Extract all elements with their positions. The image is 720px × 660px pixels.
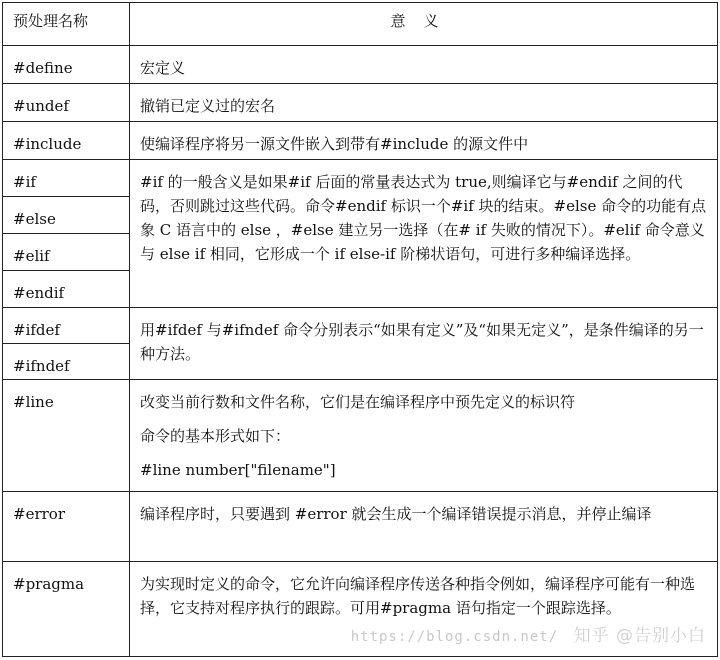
table-row bbox=[3, 160, 718, 197]
directive-desc bbox=[130, 380, 718, 492]
directive-name: #ifndef bbox=[3, 344, 130, 380]
directive-name: #define bbox=[3, 46, 130, 84]
directive-desc: 撤销已定义过的宏名 bbox=[130, 84, 718, 122]
directive-name: #elif bbox=[3, 234, 130, 271]
directive-desc: 编译程序时，只要遇到 #error 就会生成一个编译错误提示消息，并停止编译 bbox=[130, 492, 718, 562]
table-row bbox=[3, 46, 718, 84]
directive-name: #ifdef bbox=[3, 308, 130, 344]
header-row bbox=[3, 3, 718, 46]
directive-desc: 宏定义 bbox=[130, 46, 718, 84]
watermark bbox=[351, 621, 706, 646]
header-meaning: 意义 bbox=[130, 3, 718, 46]
table-row bbox=[3, 122, 718, 160]
table-row bbox=[3, 380, 718, 492]
directive-name: #error bbox=[3, 492, 130, 562]
watermark-url: https://blog.csdn.net/ bbox=[350, 629, 559, 645]
table-row bbox=[3, 308, 718, 344]
directive-desc: 为实现时定义的命令，它允许向编译程序传送各种指令例如，编译程序可能有一种选择，它支持对程序执行的跟踪。可用#pragma 语句指定一个跟踪选择。 bbox=[130, 562, 718, 657]
directive-name: #include bbox=[3, 122, 130, 160]
header-name: 预处理名称 bbox=[3, 3, 130, 46]
preprocessor-table bbox=[2, 2, 718, 657]
directive-desc: #if 的一般含义是如果#if 后面的常量表达式为 true,则编译它与#endif 之间的代码，否则跳过这些代码。命令#endif 标识一个#if 块的结束。#else 命令的功能有点象 C 语言中的 else ，#else 建立另一选择（在# if 失败的情况下）。#elif 命令意义与 else if 相同，它形成一个 if else-if 阶梯状语句，可进行多种编译选择。 bbox=[130, 160, 718, 308]
directive-name: #line bbox=[3, 380, 130, 492]
watermark-brand: 知乎 @告别小白 bbox=[573, 626, 706, 646]
line-desc-text: 改变当前行数和文件名称，它们是在编译程序中预先定义的标识符 bbox=[140, 393, 576, 411]
directive-desc: 用#ifdef 与#ifndef 命令分别表示“如果有定义”及“如果无定义”，是条件编译的另一种方法。 bbox=[130, 308, 718, 380]
directive-name: #pragma bbox=[3, 562, 130, 657]
directive-name: #else bbox=[3, 197, 130, 234]
directive-name: #if bbox=[3, 160, 130, 197]
table-row bbox=[3, 84, 718, 122]
table-row bbox=[3, 492, 718, 562]
line-desc-syntax: #line number["filename"] bbox=[140, 461, 336, 479]
directive-name: #endif bbox=[3, 271, 130, 308]
line-desc-form-label: 命令的基本形式如下： bbox=[140, 427, 291, 445]
directive-desc: 使编译程序将另一源文件嵌入到带有#include 的源文件中 bbox=[130, 122, 718, 160]
directive-name: #undef bbox=[3, 84, 130, 122]
